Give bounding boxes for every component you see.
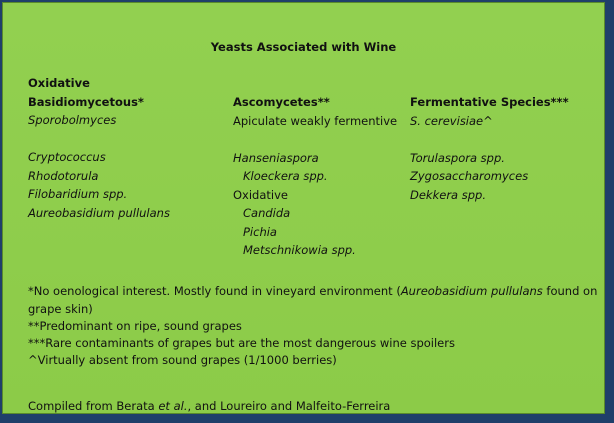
- credit-et-al: et al.: [158, 399, 188, 413]
- column-header-fermentative: Fermentative Species***: [410, 95, 569, 109]
- column-header-oxidative: Oxidative: [28, 76, 90, 90]
- species-item: S. cerevisiae^: [410, 113, 493, 128]
- footnote-1-species: Aureobasidium pullulans: [400, 284, 543, 298]
- species-item: Hanseniaspora: [233, 150, 319, 165]
- column-fermentative-species: [410, 93, 569, 204]
- species-item: Filobaridium spp.: [28, 187, 128, 201]
- spacer: [28, 130, 170, 149]
- species-item: Aureobasidium pullulans: [28, 205, 170, 220]
- source-credit: [28, 397, 390, 416]
- species-item: Kloeckera spp.: [243, 169, 328, 183]
- page-title: Yeasts Associated with Wine: [210, 40, 397, 54]
- column-ascomycetes: [233, 93, 397, 260]
- species-item: Metschnikowia spp.: [243, 243, 356, 257]
- species-item: Candida: [243, 206, 291, 220]
- footnotes: [28, 282, 603, 369]
- footnote-1: [28, 282, 603, 318]
- species-item: Torulaspora spp.: [410, 150, 505, 165]
- column-oxidative-basidiomycetous: [28, 74, 170, 222]
- species-item: Pichia: [243, 224, 277, 239]
- spacer: [410, 130, 569, 149]
- credit-text-a: Compiled from Berata: [28, 399, 159, 413]
- group-label-oxidative: Oxidative: [233, 187, 288, 202]
- group-label-apiculate: Apiculate weakly fermentive: [233, 113, 398, 128]
- credit-text-c: , and Loureiro and Malfeito-Ferreira: [187, 399, 391, 413]
- species-item: Sporobolmyces: [28, 113, 117, 127]
- species-item: Cryptococcus: [28, 150, 106, 164]
- footnote-1-text-c: found on grape skin): [28, 284, 598, 316]
- column-header-basidiomycetous: Basidiomycetous*: [28, 94, 144, 109]
- footnote-3: ***Rare contaminants of grapes but are the most dangerous wine spoilers: [28, 336, 455, 350]
- content-panel: [2, 2, 605, 414]
- footnote-4: ^Virtually absent from sound grapes (1/1000 berries): [28, 353, 337, 367]
- species-item: Zygosaccharomyces: [410, 169, 529, 183]
- spacer: [233, 130, 397, 149]
- species-item: Dekkera spp.: [410, 187, 487, 202]
- footnote-2: **Predominant on ripe, sound grapes: [28, 319, 242, 333]
- column-header-ascomycetes: Ascomycetes**: [233, 95, 330, 109]
- footnote-1-text-a: *No oenological interest. Mostly found in vineyard environment (: [28, 284, 401, 298]
- species-item: Rhodotorula: [28, 168, 99, 183]
